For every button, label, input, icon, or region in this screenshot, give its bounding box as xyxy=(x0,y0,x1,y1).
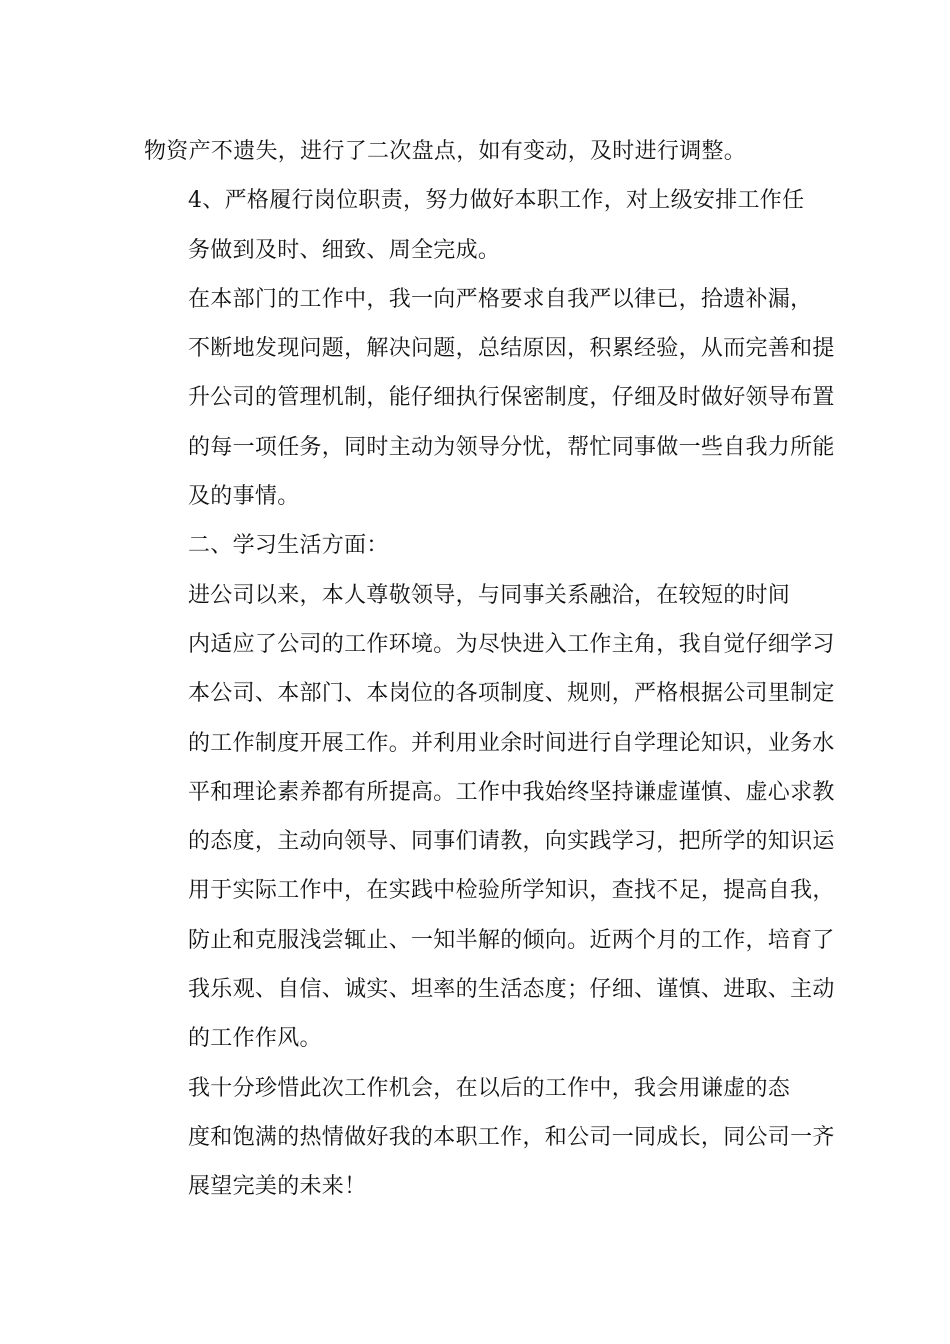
text-line: 进公司以来，本人尊敬领导，与同事关系融洽，在较短的时间 xyxy=(188,582,791,608)
text-line: 展望完美的未来！ xyxy=(188,1174,367,1200)
text-line: 升公司的管理机制，能仔细执行保密制度，仔细及时做好领导布置 xyxy=(188,385,835,411)
text-line: 不断地发现问题，解决问题，总结原因，积累经验，从而完善和提 xyxy=(188,336,835,362)
paragraph-conclusion xyxy=(144,1064,834,1212)
text-line: 防止和克服浅尝辄止、一知半解的倾向。近两个月的工作，培育了 xyxy=(188,927,835,953)
paragraph-department-work xyxy=(144,275,834,521)
text-line: 及的事情。 xyxy=(188,484,300,510)
text-line: 二、学习生活方面： xyxy=(188,533,389,559)
text-line: 内适应了公司的工作环境。为尽快进入工作主角，我自觉仔细学习 xyxy=(188,631,835,657)
paragraph-inventory xyxy=(144,127,834,176)
paragraph-duties xyxy=(144,176,834,275)
document-body xyxy=(144,127,834,1212)
text-line: 本公司、本部门、本岗位的各项制度、规则，严格根据公司里制定 xyxy=(188,681,835,707)
text-line: 物资产不遗失，进行了二次盘点，如有变动，及时进行调整。 xyxy=(144,139,747,164)
text-line: 的工作制度开展工作。并利用业余时间进行自学理论知识，业务水 xyxy=(188,730,835,756)
text-line: 在本部门的工作中，我一向严格要求自我严以律已，拾遗补漏， xyxy=(188,286,813,312)
text-line: 我乐观、自信、诚实、坦率的生活态度；仔细、谨慎、进取、主动 xyxy=(188,977,835,1003)
text-line: 4、严格履行岗位职责，努力做好本职工作，对上级安排工作任 xyxy=(188,188,805,214)
text-line: 的态度，主动向领导、同事们请教，向实践学习，把所学的知识运 xyxy=(188,829,835,855)
text-line: 平和理论素养都有所提高。工作中我始终坚持谦虚谨慎、虚心求教 xyxy=(188,779,835,805)
section-heading-study-life xyxy=(144,521,834,570)
text-line: 用于实际工作中，在实践中检验所学知识，查找不足，提高自我， xyxy=(188,878,835,904)
text-line: 的每一项任务，同时主动为领导分忧，帮忙同事做一些自我力所能 xyxy=(188,434,835,460)
text-line: 的工作作风。 xyxy=(188,1026,322,1052)
paragraph-study xyxy=(144,571,834,1064)
text-line: 度和饱满的热情做好我的本职工作，和公司一同成长，同公司一齐 xyxy=(188,1124,835,1150)
text-line: 务做到及时、细致、周全完成。 xyxy=(188,237,501,263)
text-line: 我十分珍惜此次工作机会，在以后的工作中，我会用谦虚的态 xyxy=(188,1075,791,1101)
